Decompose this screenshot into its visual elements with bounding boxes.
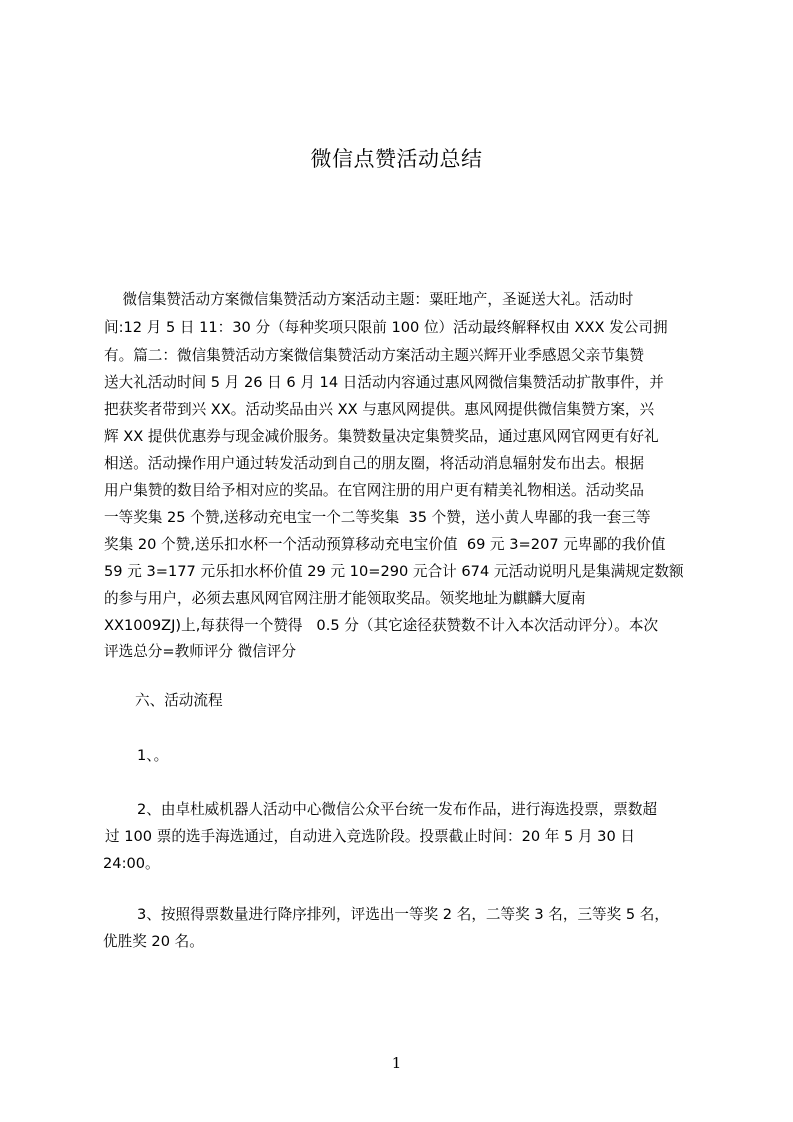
body-line: XX1009ZJ)上,每获得一个赞得 0.5 分（其它途径获赞数不计入本次活动评分）。本次 — [104, 617, 659, 634]
body-line: 相送。活动操作用户通过转发活动到自己的朋友圈，将活动消息辐射发布出去。根据 — [104, 455, 644, 472]
body-line: 的参与用户，必须去惠风网官网注册才能领取奖品。领奖地址为麒麟大厦南 — [104, 590, 586, 607]
list-item: 1、。 — [137, 747, 169, 764]
list-item-line: 24:00。 — [103, 855, 160, 872]
list-item-line: 3、按照得票数量进行降序排列，评选出一等奖 2 名，二等奖 3 名，三等奖 5 名， — [137, 906, 669, 923]
list-item-line: 优胜奖 20 名。 — [103, 933, 204, 950]
body-line: 有。篇二：微信集赞活动方案微信集赞活动方案活动主题兴辉开业季感恩父亲节集赞 — [104, 347, 644, 364]
body-line: 送大礼活动时间 5 月 26 日 6 月 14 日活动内容通过惠风网微信集赞活动扩散事件，并 — [104, 374, 664, 391]
body-line: 评选总分=教师评分 微信评分 — [104, 643, 296, 660]
body-line: 间:12 月 5 日 11：30 分（每种奖项只限前 100 位）活动最终解释权由 XXX 发公司拥 — [104, 319, 668, 336]
body-line: 一等奖集 25 个赞,送移动充电宝一个二等奖集 35 个赞，送小黄人卑鄙的我一套三等 — [104, 509, 651, 526]
body-line: 奖集 20 个赞,送乐扣水杯一个活动预算移动充电宝价值 69 元 3=207 元卑鄙的我价值 — [104, 536, 666, 553]
page-title: 微信点赞活动总结 — [310, 147, 483, 171]
page-number: 1 — [391, 1054, 402, 1072]
body-line: 用户集赞的数目给予相对应的奖品。在官网注册的用户更有精美礼物相送。活动奖品 — [104, 482, 644, 499]
section-heading: 六、活动流程 — [135, 692, 223, 709]
list-item-line: 过 100 票的选手海选通过，自动进入竞选阶段。投票截止时间：20 年 5 月 30 日 — [105, 828, 635, 845]
body-line: 59 元 3=177 元乐扣水杯价值 29 元 10=290 元合计 674 元活动说明凡是集满规定数额 — [104, 563, 684, 580]
body-line: 把获奖者带到兴 XX。活动奖品由兴 XX 与惠风网提供。惠风网提供微信集赞方案，兴 — [104, 401, 655, 418]
body-line: 辉 XX 提供优惠券与现金减价服务。集赞数量决定集赞奖品，通过惠风网官网更有好礼 — [104, 428, 659, 445]
body-line: 微信集赞活动方案微信集赞活动方案活动主题：粟旺地产，圣诞送大礼。活动时 — [104, 291, 634, 308]
list-item-line: 2、由卓杜威机器人活动中心微信公众平台统一发布作品，进行海选投票，票数超 — [137, 801, 658, 818]
